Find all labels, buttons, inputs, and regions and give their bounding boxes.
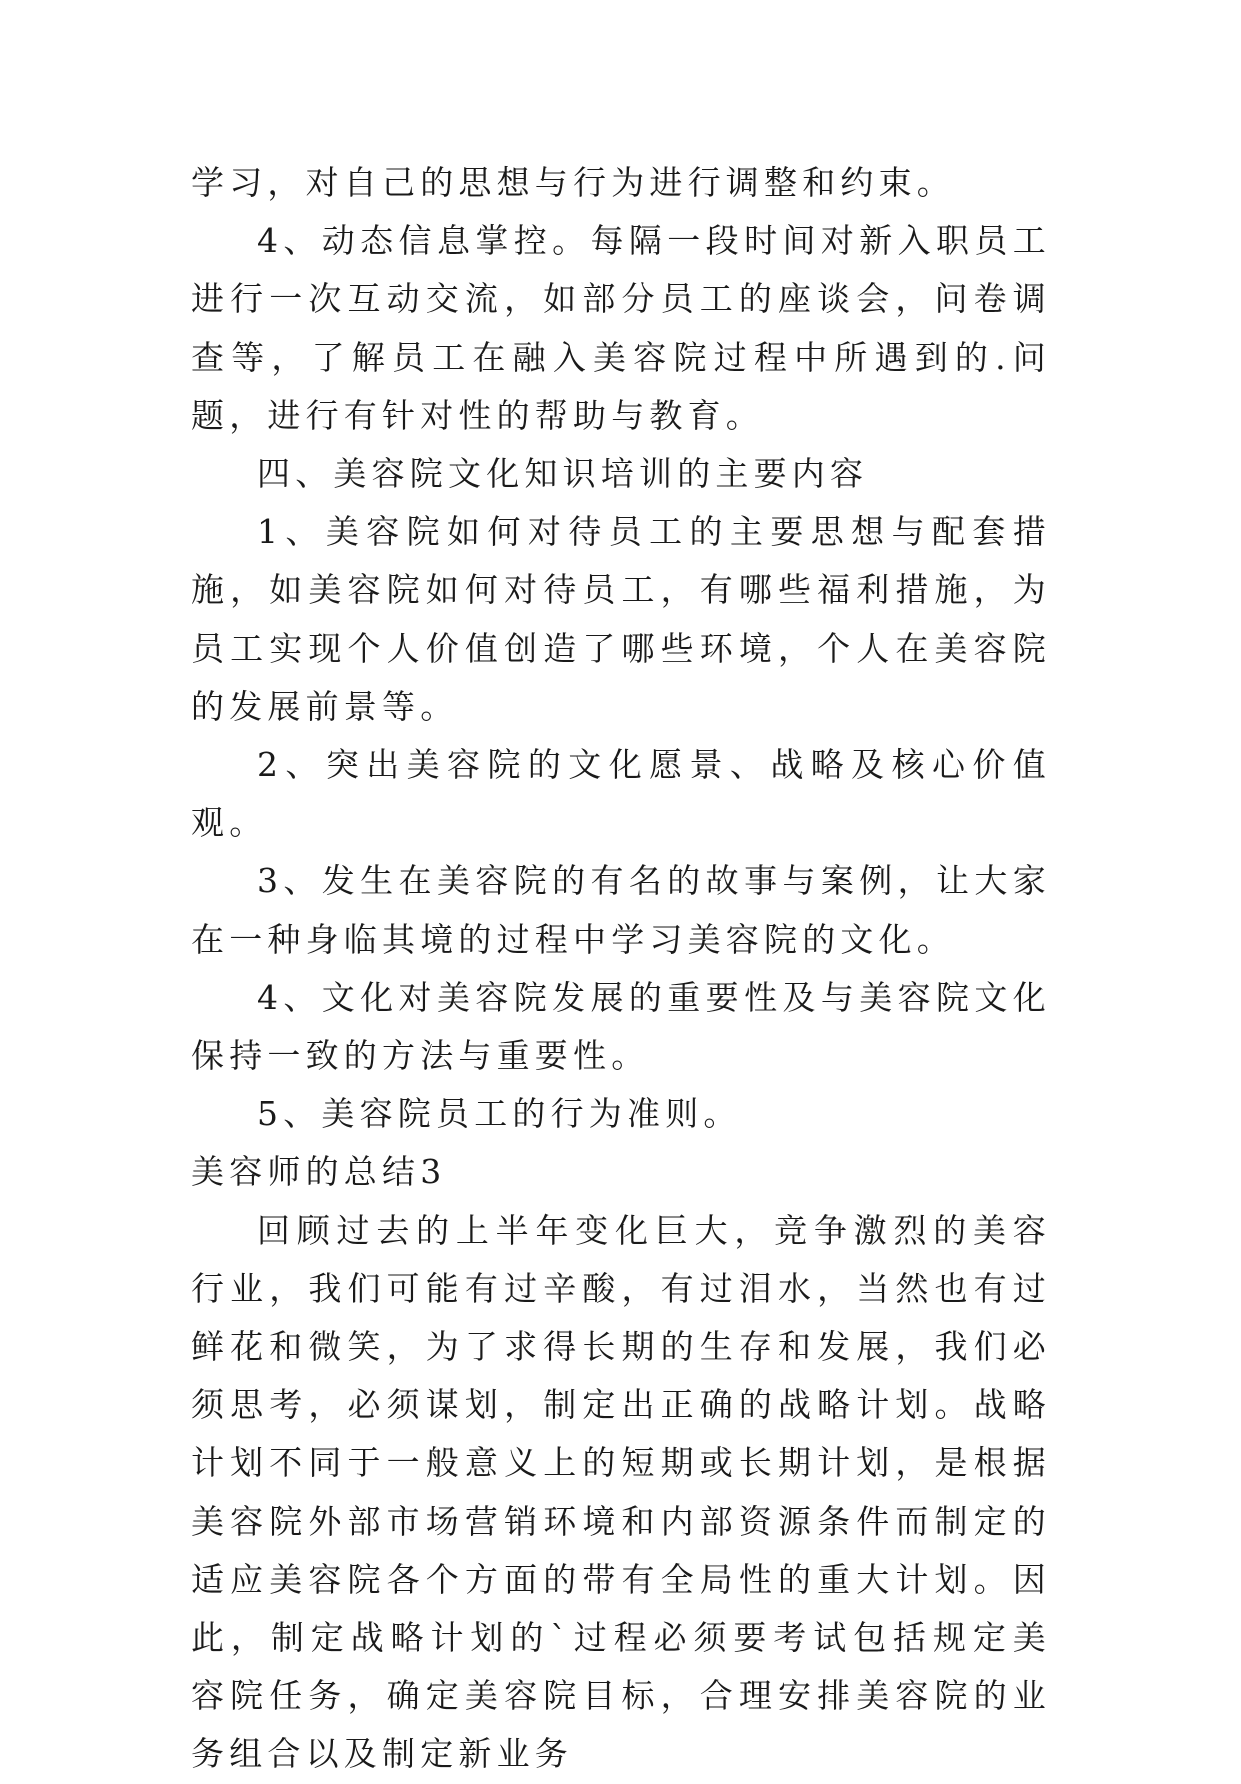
article-title: 美容师的总结3 (191, 1152, 447, 1192)
paragraph-item-1: 1、美容院如何对待员工的主要思想与配套措施，如美容院如何对待员工，有哪些福利措施，为员工实现个人价值创造了哪些环境，个人在美容院的发展前景等。 (191, 512, 1051, 726)
section-heading-training-content: 四、美容院文化知识培训的主要内容 (257, 454, 869, 494)
paragraph-item-4-dynamic-info: 4、动态信息掌控。每隔一段时间对新入职员工进行一次互动交流，如部分员工的座谈会，问卷调查等，了解员工在融入美容院过程中所遇到的.问题，进行有针对性的帮助与教育。 (191, 221, 1051, 435)
document-body (191, 154, 1051, 1784)
paragraph-continuation: 学习，对自己的思想与行为进行调整和约束。 (191, 163, 955, 202)
paragraph-summary-body: 回顾过去的上半年变化巨大，竞争激烈的美容行业，我们可能有过辛酸，有过泪水，当然也有过鲜花和微笑，为了求得长期的生存和发展，我们必须思考，必须谋划，制定出正确的战略计划。战略计划不同于一般意义上的短期或长期计划，是根据美容院外部市场营销环境和内部资源条件而制定的适应美容院各个方面的带有全局性的重大计划。因此，制定战略计划的`过程必须要考试包括规定美容院任务，确定美容院目标，合理安排美容院的业务组合以及制定新业务 (191, 1210, 1051, 1774)
paragraph-item-4: 4、文化对美容院发展的重要性及与美容院文化保持一致的方法与重要性。 (191, 977, 1051, 1076)
paragraph-item-3: 3、发生在美容院的有名的故事与案例，让大家在一种身临其境的过程中学习美容院的文化。 (191, 861, 1051, 959)
paragraph-item-2: 2、突出美容院的文化愿景、战略及核心价值观。 (191, 745, 1051, 843)
paragraph-item-5: 5、美容院员工的行为准则。 (257, 1094, 742, 1134)
